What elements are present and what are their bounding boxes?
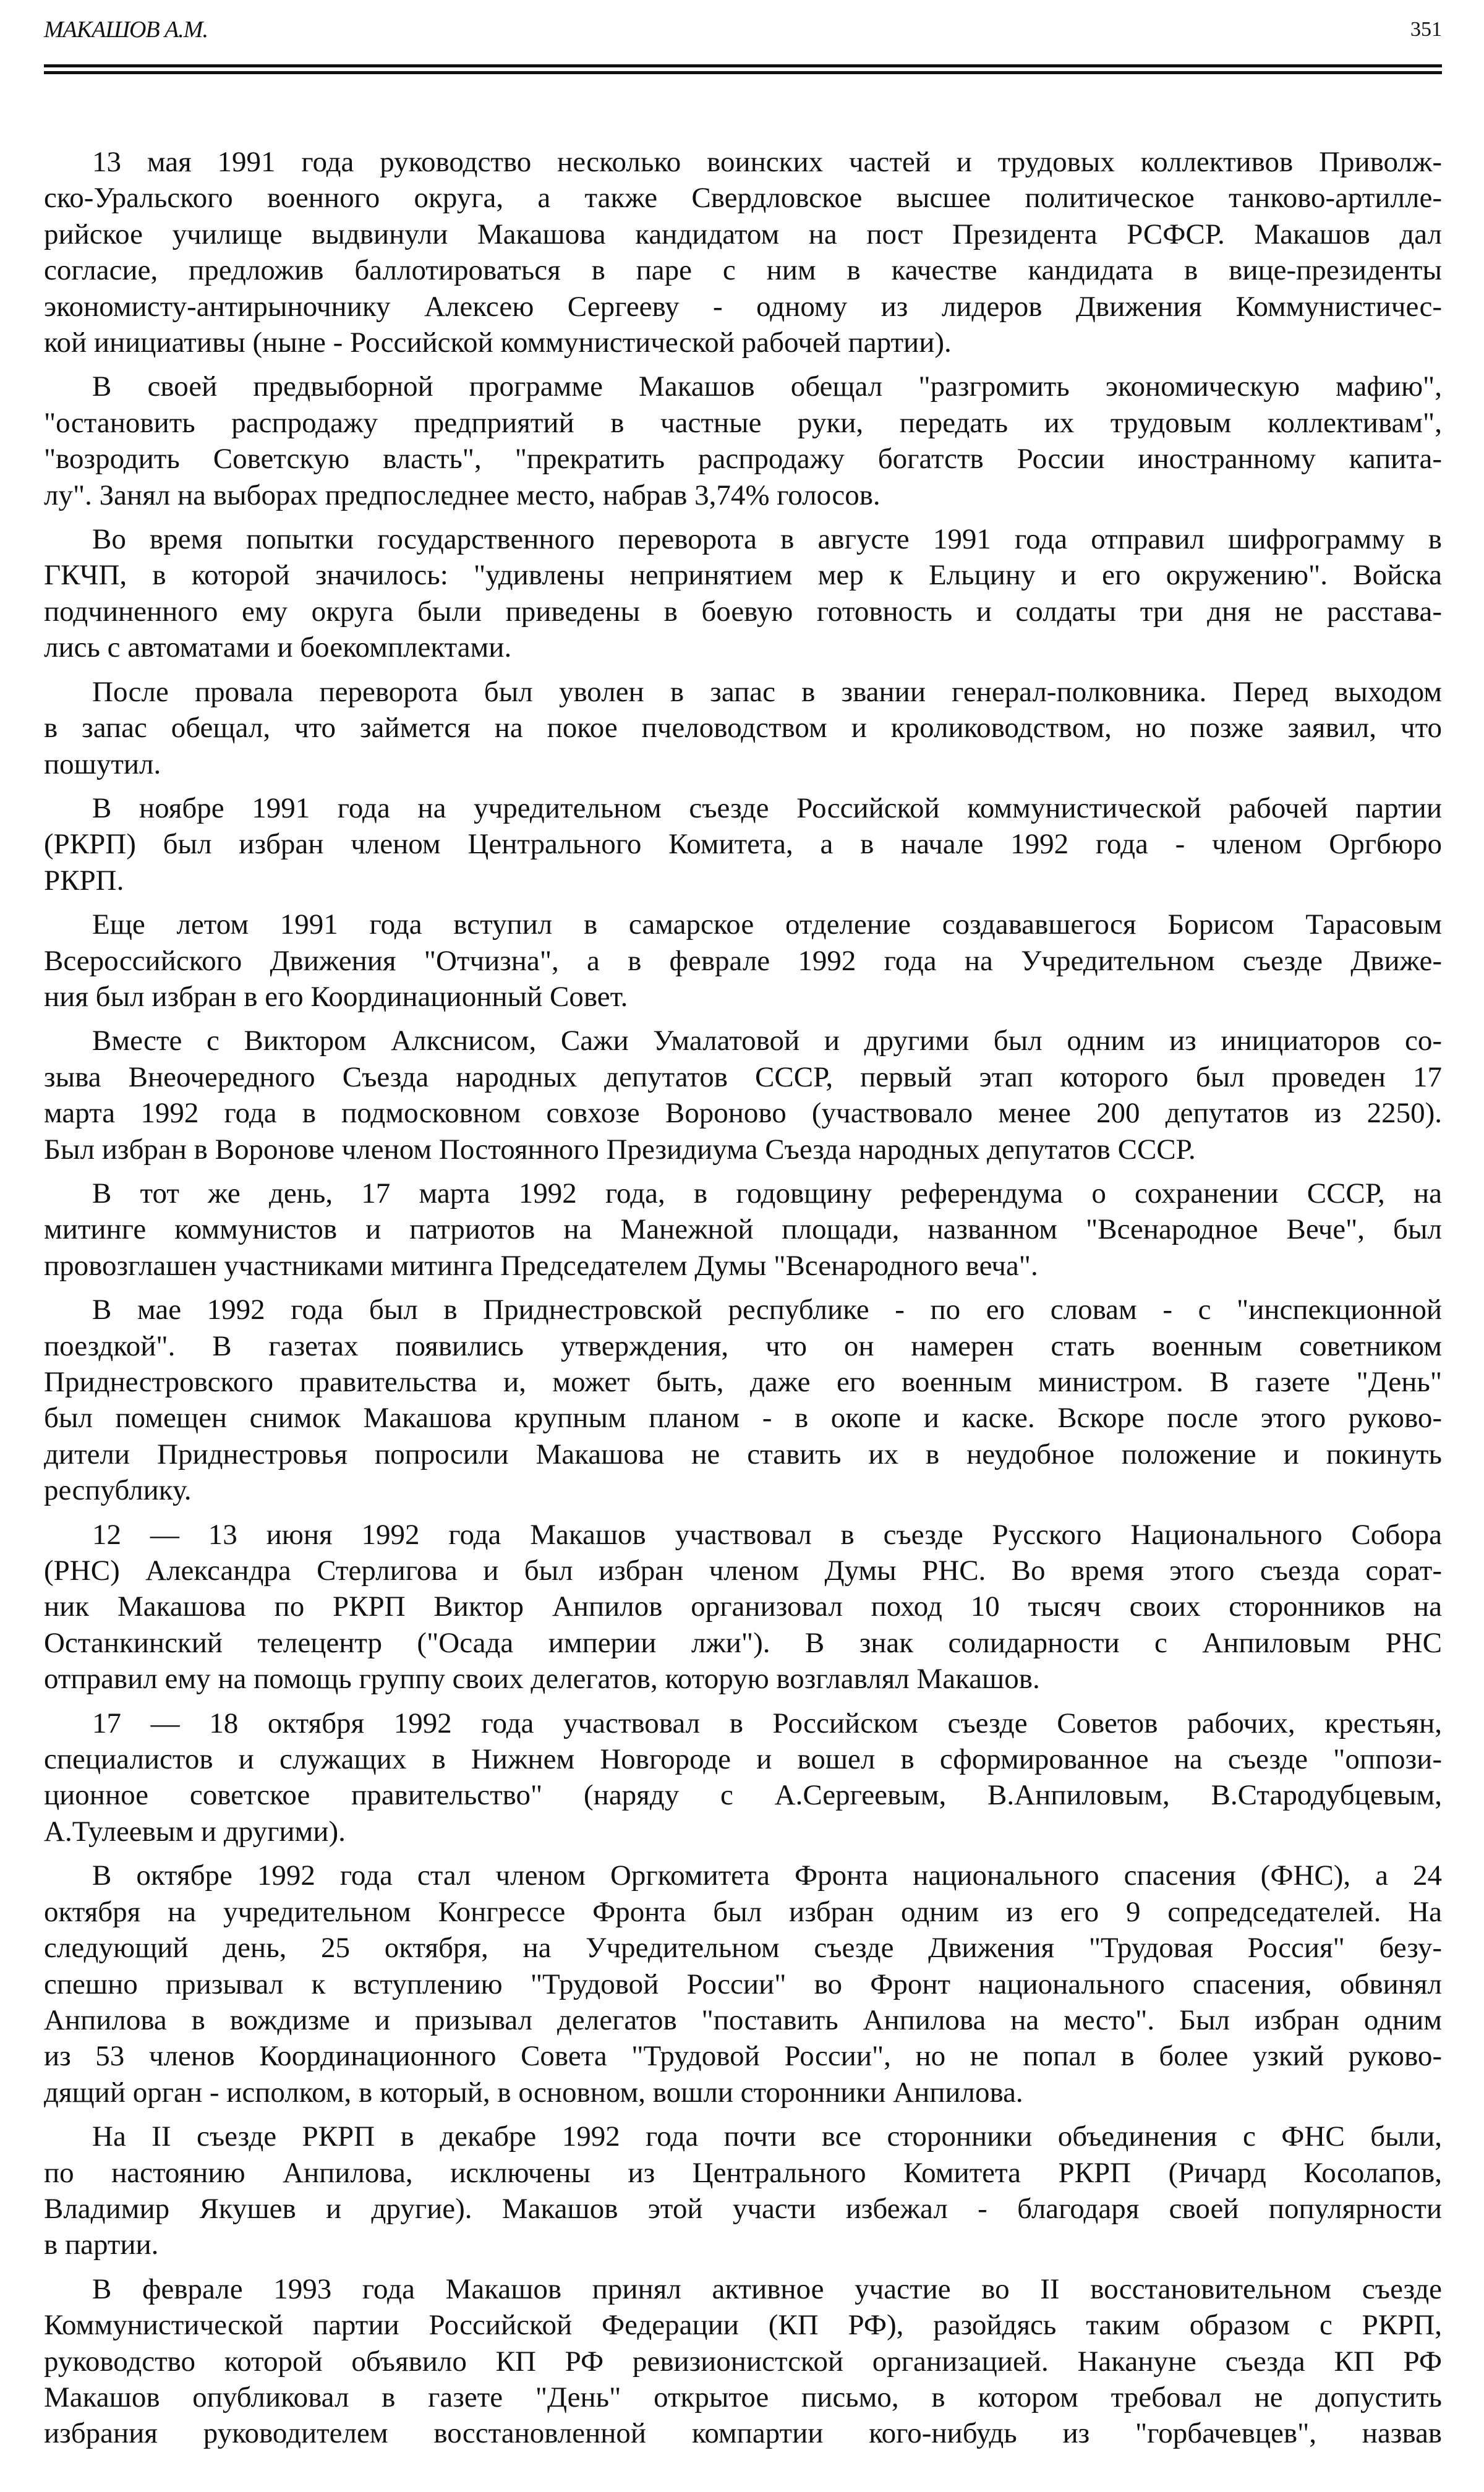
text-line: по настоянию Анпилова, исключены из Центрального Комитета РКРП (Ричард Косолапов, [44, 2156, 1442, 2189]
paragraph [44, 674, 1442, 782]
text-line: РКРП. [44, 864, 124, 897]
text-line: рийское училище выдвинули Макашова кандидатом на пост Президента РСФСР. Макашов дал [44, 218, 1442, 250]
text-line: После провала переворота был уволен в запас в звании генерал-полковника. Перед выходом [92, 675, 1442, 708]
text-line: лу". Занял на выборах предпоследнее место, набрав 3,74% голосов. [44, 479, 881, 511]
paragraph [44, 1176, 1442, 1284]
text-line: (РНС) Александра Стерлигова и был избран членом Думы РНС. Во время этого съезда сорат- [44, 1555, 1442, 1587]
text-line: пошутил. [44, 748, 161, 780]
text-line: Коммунистической партии Российской Федерации (КП РФ), разойдясь таким образом с РКРП, [44, 2309, 1442, 2342]
paragraph [44, 2271, 1442, 2452]
paragraph [44, 790, 1442, 898]
text-line: В октябре 1992 года стал членом Оргкомитета Фронта национального спасения (ФНС), а 24 [92, 1859, 1442, 1892]
text-line: На II съезде РКРП в декабре 1992 года почти все сторонники объединения с ФНС были, [92, 2120, 1442, 2153]
header-rule-top [44, 64, 1442, 67]
text-line: Приднестровского правительства и, может быть, даже его военным министром. В газете "День" [44, 1366, 1442, 1398]
text-line: провозглашен участниками митинга Председателем Думы "Всенародного веча". [44, 1249, 1038, 1282]
text-line: Анпилова в вождизме и призывал делегатов "поставить Анпилова на место". Был избран одним [44, 2003, 1442, 2036]
text-line: "остановить распродажу предприятий в частные руки, передать их трудовым коллективам", [44, 406, 1442, 439]
text-line: В своей предвыборной программе Макашов обещал "разгромить экономическую мафию", [92, 370, 1442, 403]
text-line: Во время попытки государственного переворота в августе 1991 года отправил шифрограмму в [92, 523, 1442, 556]
paragraph [44, 1705, 1442, 1850]
text-line: А.Тулеевым и другими). [44, 1815, 346, 1848]
text-line: Останкинский телецентр ("Осада империи лжи"). В знак солидарности с Анпиловым РНС [44, 1626, 1442, 1659]
text-line: митинге коммунистов и патриотов на Манежной площади, названном "Всенародное Вече", был [44, 1213, 1442, 1246]
text-line: поездкой". В газетах появились утверждения, что он намерен стать военным советником [44, 1329, 1442, 1362]
paragraph [44, 369, 1442, 513]
running-title: МАКАШОВ А.М. [44, 17, 208, 43]
text-line: ния был избран в его Координационный Совет. [44, 980, 628, 1013]
paragraph [44, 907, 1442, 1015]
text-line: Вместе с Виктором Алкснисом, Сажи Умалатовой и другими был одним из инициаторов со- [92, 1025, 1442, 1057]
text-line: В мае 1992 года был в Приднестровской республике - по его словам - с "инспекционной [92, 1294, 1442, 1326]
text-line: В ноябре 1991 года на учредительном съезде Российской коммунистической рабочей партии [92, 792, 1442, 824]
text-line: Всероссийского Движения "Отчизна", а в феврале 1992 года на Учредительном съезде Движе- [44, 944, 1442, 977]
text-line: Владимир Якушев и другие). Макашов этой участи избежал - благодаря своей популярности [44, 2192, 1442, 2225]
paragraph [44, 1292, 1442, 1508]
text-line: Был избран в Воронове членом Постоянного Президиума Съезда народных депутатов СССР. [44, 1133, 1196, 1166]
text-line: специалистов и служащих в Нижнем Новгороде и вошел в сформированное на съезде "оппози- [44, 1743, 1442, 1776]
text-line: спешно призывал к вступлению "Трудовой России" во Фронт национального спасения, обвинял [44, 1968, 1442, 2000]
text-line: отправил ему на помощь группу своих делегатов, которую возглавлял Макашов. [44, 1663, 1040, 1696]
text-line: ГКЧП, в которой значилось: "удивлены непринятием мер к Ельцину и его окружению". Войска [44, 559, 1442, 592]
header-rule-bottom [44, 71, 1442, 74]
paragraph [44, 521, 1442, 666]
text-line: согласие, предложив баллотироваться в паре с ним в качестве кандидата в вице-президенты [44, 254, 1442, 287]
text-line: ник Макашова по РКРП Виктор Анпилов организовал поход 10 тысяч своих сторонников на [44, 1590, 1442, 1623]
text-line: кой инициативы (ныне - Российской коммунистической рабочей партии). [44, 326, 952, 359]
text-line: был помещен снимок Макашова крупным планом - в окопе и каске. Вскоре после этого руково- [44, 1402, 1442, 1435]
text-line: В феврале 1993 года Макашов принял активное участие во II восстановительном съезде [92, 2272, 1442, 2305]
text-line: дящий орган - исполком, в который, в основном, вошли сторонники Анпилова. [44, 2076, 1023, 2109]
text-line: 17 — 18 октября 1992 года участвовал в Российском съезде Советов рабочих, крестьян, [92, 1707, 1442, 1739]
text-line: подчиненного ему округа были приведены в боевую готовность и солдаты три дня не расстава- [44, 595, 1442, 628]
text-line: в запас обещал, что займется на покое пчеловодством и кролиководством, но позже заявил, что [44, 712, 1442, 745]
paragraph [44, 2119, 1442, 2263]
text-line: марта 1992 года в подмосковном совхозе Вороново (участвовало менее 200 депутатов из 2250). [44, 1097, 1442, 1130]
paragraph [44, 144, 1442, 361]
text-line: из 53 членов Координационного Совета "Трудовой России", но не попал в более узкий руково- [44, 2040, 1442, 2073]
text-line: октября на учредительном Конгрессе Фронта был избран одним из его 9 сопредседателей. На [44, 1895, 1442, 1928]
article-body [44, 144, 1442, 2460]
text-line: ционное советское правительство" (наряду с А.Сергеевым, В.Анпиловым, В.Стародубцевым, [44, 1779, 1442, 1812]
text-line: следующий день, 25 октября, на Учредительном съезде Движения "Трудовая Россия" безу- [44, 1932, 1442, 1965]
paragraph [44, 1858, 1442, 2110]
text-line: республику. [44, 1474, 192, 1507]
text-line: "возродить Советскую власть", "прекратить распродажу богатств России иностранному капита- [44, 443, 1442, 476]
text-line: избрания руководителем восстановленной компартии кого-нибудь из "горбачевцев", назвав [44, 2417, 1442, 2450]
paragraph [44, 1023, 1442, 1167]
text-line: дители Приднестровья попросили Макашова не ставить их в неудобное положение и покинуть [44, 1438, 1442, 1470]
text-line: руководство которой объявило КП РФ ревизионистской организацией. Накануне съезда КП РФ [44, 2345, 1442, 2378]
text-line: Макашов опубликовал в газете "День" открытое письмо, в котором требовал не допустить [44, 2381, 1442, 2413]
text-line: лись с автоматами и боекомплектами. [44, 631, 512, 664]
text-line: ско-Уральского военного округа, а также Свердловское высшее политическое танково-артилле- [44, 182, 1442, 215]
text-line: Еще летом 1991 года вступил в самарское отделение создававшегося Борисом Тарасовым [92, 908, 1442, 941]
text-line: в партии. [44, 2229, 159, 2261]
paragraph [44, 1517, 1442, 1697]
text-line: (РКРП) был избран членом Центрального Комитета, а в начале 1992 года - членом Оргбюро [44, 828, 1442, 861]
text-line: В тот же день, 17 марта 1992 года, в годовщину референдума о сохранении СССР, на [92, 1177, 1442, 1210]
text-line: зыва Внеочередного Съезда народных депутатов СССР, первый этап которого был проведен 17 [44, 1060, 1442, 1093]
text-line: экономисту-антирыночнику Алексею Сергееву - одному из лидеров Движения Коммунистичес- [44, 290, 1442, 323]
text-line: 12 — 13 июня 1992 года Макашов участвовал в съезде Русского Национального Собора [92, 1518, 1442, 1551]
page-number: 351 [1410, 18, 1442, 41]
text-line: 13 мая 1991 года руководство несколько воинских частей и трудовых коллективов Приволж- [92, 146, 1442, 178]
page-header [44, 12, 1442, 47]
